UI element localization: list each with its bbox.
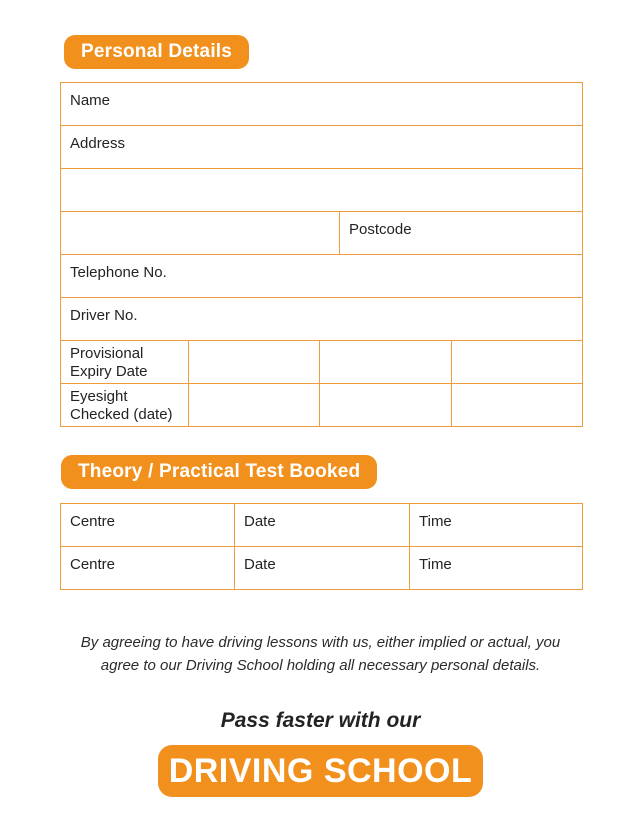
address-line2-field[interactable]	[61, 169, 582, 211]
test-centre-cell-2[interactable]	[61, 547, 234, 589]
test-date-cell-2[interactable]	[234, 547, 409, 589]
provisional-expiry-label: Provisional Expiry Date	[70, 345, 148, 380]
driving-school-badge: DRIVING SCHOOL	[158, 745, 483, 797]
test-centre-cell-1[interactable]	[61, 504, 234, 546]
provisional-expiry-cell-1[interactable]	[188, 341, 319, 383]
name-field-label: Name	[70, 92, 111, 109]
test-booked-row-2	[61, 546, 582, 589]
address-line2-row[interactable]	[61, 168, 582, 211]
time-label-2: Time	[419, 556, 452, 573]
postcode-field[interactable]	[339, 212, 582, 254]
provisional-expiry-row	[61, 340, 582, 383]
personal-details-table	[60, 82, 583, 427]
address-field-row[interactable]	[61, 125, 582, 168]
name-field-row[interactable]	[61, 83, 582, 125]
address-line3-field[interactable]	[61, 212, 339, 254]
test-booked-row-1	[61, 504, 582, 546]
address-line3-postcode-row	[61, 211, 582, 254]
driver-no-field-label: Driver No.	[70, 307, 138, 324]
disclaimer-line-1: By agreeing to have driving lessons with us, either implied or actual, you	[80, 634, 561, 651]
test-date-cell-1[interactable]	[234, 504, 409, 546]
disclaimer-text	[0, 631, 641, 677]
eyesight-checked-label: Eyesight Checked (date)	[70, 388, 173, 423]
provisional-expiry-cell-3[interactable]	[451, 341, 582, 383]
provisional-expiry-label-cell	[61, 341, 188, 383]
telephone-field-label: Telephone No.	[70, 264, 167, 281]
telephone-field-row[interactable]	[61, 254, 582, 297]
eyesight-checked-cell-3[interactable]	[451, 384, 582, 426]
test-booked-header: Theory / Practical Test Booked	[61, 455, 377, 489]
test-time-cell-1[interactable]	[409, 504, 582, 546]
personal-details-header: Personal Details	[64, 35, 249, 69]
test-booked-table	[60, 503, 583, 590]
disclaimer-line-2: agree to our Driving School holding all necessary personal details.	[100, 657, 541, 674]
eyesight-checked-label-cell	[61, 384, 188, 426]
driver-no-field-row[interactable]	[61, 297, 582, 340]
eyesight-checked-row	[61, 383, 582, 426]
postcode-field-label: Postcode	[349, 221, 412, 238]
address-field-label: Address	[70, 135, 126, 152]
date-label-1: Date	[244, 513, 276, 530]
centre-label-1: Centre	[70, 513, 116, 530]
driver-no-field[interactable]	[61, 298, 582, 340]
provisional-expiry-cell-2[interactable]	[319, 341, 450, 383]
test-time-cell-2[interactable]	[409, 547, 582, 589]
eyesight-checked-cell-2[interactable]	[319, 384, 450, 426]
centre-label-2: Centre	[70, 556, 116, 573]
time-label-1: Time	[419, 513, 452, 530]
telephone-field[interactable]	[61, 255, 582, 297]
footer-tagline: Pass faster with our	[220, 709, 421, 732]
name-field[interactable]	[61, 83, 582, 125]
date-label-2: Date	[244, 556, 276, 573]
eyesight-checked-cell-1[interactable]	[188, 384, 319, 426]
address-field[interactable]	[61, 126, 582, 168]
